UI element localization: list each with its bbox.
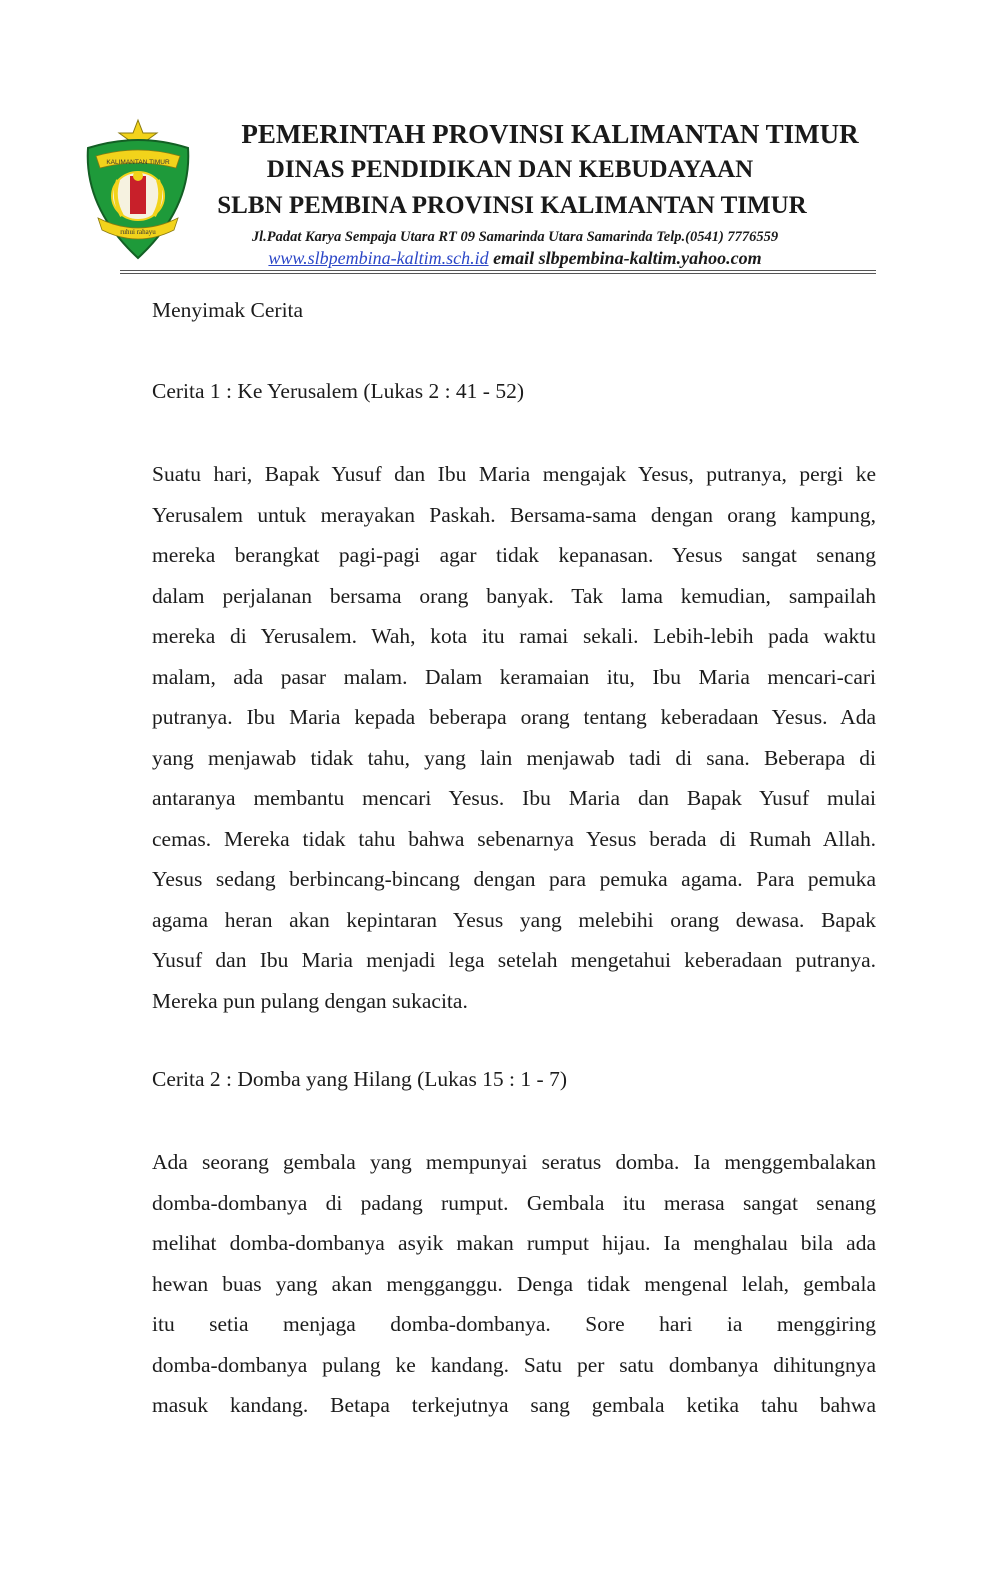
text-line: putranya. Ibu Maria kepada beberapa orang tentang keberadaan Yesus. Ada	[152, 705, 876, 729]
letterhead-divider	[120, 270, 876, 271]
text-line: Yusuf dan Ibu Maria menjadi lega setelah mengetahui keberadaan putranya.	[152, 948, 876, 972]
text-line: cemas. Mereka tidak tahu bahwa sebenarnya Yesus berada di Rumah Allah.	[152, 826, 876, 851]
letterhead-line-1: PEMERINTAH PROVINSI KALIMANTAN TIMUR	[241, 119, 859, 149]
story1-heading: Cerita 1 : Ke Yerusalem (Lukas 2 : 41 - 52)	[152, 379, 524, 403]
text-line: Yesus sedang berbincang-bincang dengan para pemuka agama. Para pemuka	[152, 867, 876, 891]
text-line: Ada seorang gembala yang mempunyai seratus domba. Ia menggembalakan	[152, 1150, 876, 1174]
story2-heading: Cerita 2 : Domba yang Hilang (Lukas 15 : 1 - 7)	[152, 1067, 567, 1091]
text-line: mereka berangkat pagi-pagi agar tidak kepanasan. Yesus sangat senang	[152, 543, 876, 567]
text-line: antaranya membantu mencari Yesus. Ibu Maria dan Bapak Yusuf mulai	[152, 786, 876, 810]
website-link[interactable]: www.slbpembina-kaltim.sch.id	[268, 248, 489, 268]
email-text: email slbpembina-kaltim.yahoo.com	[488, 248, 762, 268]
story1-paragraph	[152, 454, 876, 1021]
doc-title: Menyimak Cerita	[152, 298, 304, 322]
text-line: domba-dombanya di padang rumput. Gembala itu merasa sangat senang	[152, 1190, 876, 1215]
letterhead-line-3: SLBN PEMBINA PROVINSI KALIMANTAN TIMUR	[217, 192, 807, 219]
letterhead-line-2: DINAS PENDIDIKAN DAN KEBUDAYAAN	[266, 156, 754, 183]
letterhead-divider-2	[120, 273, 876, 274]
text-line: dalam perjalanan bersama orang banyak. Tak lama kemudian, sampailah	[152, 583, 876, 608]
text-line: domba-dombanya pulang ke kandang. Satu per satu dombanya dihitungnya	[152, 1352, 876, 1377]
letterhead-address: Jl.Padat Karya Sempaja Utara RT 09 Samarinda Utara Samarinda Telp.(0541) 7776559	[251, 229, 779, 245]
text-line: Yerusalem untuk merayakan Paskah. Bersama-sama dengan orang kampung,	[152, 502, 876, 527]
text-line: itu setia menjaga domba-dombanya. Sore hari ia menggiring	[152, 1312, 876, 1336]
text-line: Suatu hari, Bapak Yusuf dan Ibu Maria mengajak Yesus, putranya, pergi ke	[152, 462, 876, 486]
text-line: mereka di Yerusalem. Wah, kota itu ramai sekali. Lebih-lebih pada waktu	[152, 624, 876, 648]
text-line: yang menjawab tidak tahu, yang lain menjawab tadi di sana. Beberapa di	[152, 745, 876, 770]
text-line: hewan buas yang akan mengganggu. Denga tidak mengenal lelah, gembala	[152, 1271, 876, 1296]
text-line: agama heran akan kepintaran Yesus yang melebihi orang dewasa. Bapak	[152, 907, 876, 932]
text-line: malam, ada pasar malam. Dalam keramaian itu, Ibu Maria mencari-cari	[152, 664, 876, 689]
text-line: melihat domba-dombanya asyik makan rumput hijau. Ia menghalau bila ada	[152, 1231, 876, 1255]
text-line: masuk kandang. Betapa terkejutnya sang gembala ketika tahu bahwa	[152, 1393, 876, 1417]
story2-paragraph	[152, 1142, 876, 1426]
crest-motto: ruhui rahayu	[120, 228, 156, 236]
letterhead-contact	[155, 248, 875, 269]
text-line: Mereka pun pulang dengan sukacita.	[152, 988, 468, 1013]
crest-ribbon-text: KALIMANTAN TIMUR	[106, 159, 170, 166]
